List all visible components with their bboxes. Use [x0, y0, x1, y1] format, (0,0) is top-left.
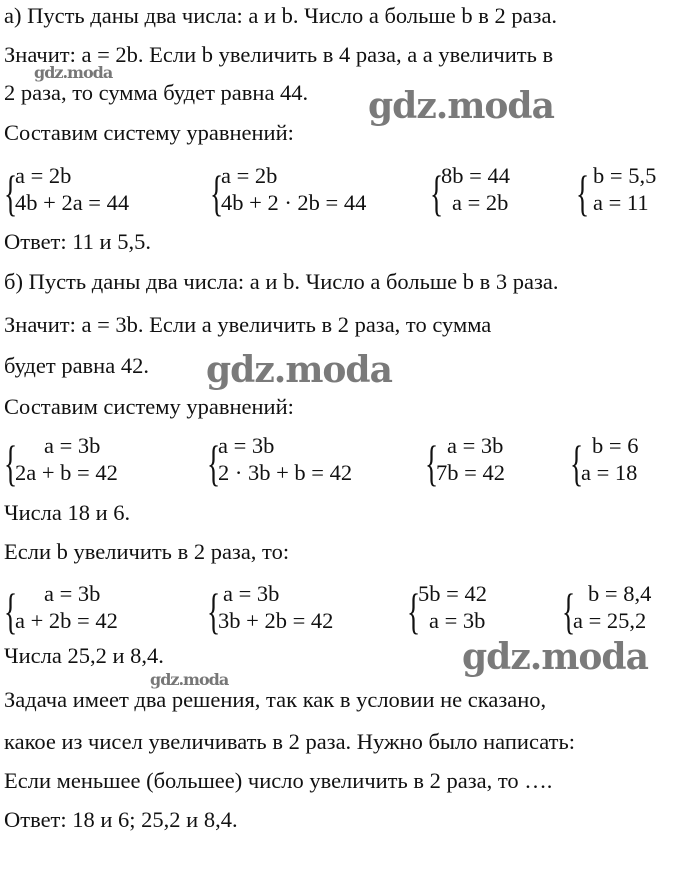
brace-icon: {: [562, 583, 576, 639]
part-b-result-1: Числа 18 и 6.: [4, 500, 131, 525]
equation: a = 3b: [218, 433, 275, 458]
equation: a = 25,2: [573, 608, 647, 633]
brace-icon: {: [210, 165, 224, 221]
part-a-line-3: 2 раза, то сумма будет равна 44.: [4, 80, 309, 105]
watermark-large: gdz.moda: [462, 636, 648, 678]
part-b-line-4: Составим систему уравнений:: [4, 394, 294, 419]
part-b-result-2: Числа 25,2 и 8,4.: [4, 643, 164, 668]
brace-icon: {: [207, 435, 221, 491]
part-a-answer: Ответ: 11 и 5,5.: [4, 229, 151, 254]
equation: a = 2b: [221, 163, 278, 188]
equation: b = 5,5: [593, 163, 657, 188]
watermark-large: gdz.moda: [206, 349, 392, 391]
equation: a = 2b: [452, 190, 509, 215]
equation: 4b + 2 · 2b = 44: [221, 190, 367, 215]
watermark-small: gdz.moda: [150, 670, 229, 689]
equation: 5b = 42: [418, 581, 487, 606]
equation: a = 3b: [429, 608, 486, 633]
part-b-if-line: Если b увеличить в 2 раза, то:: [4, 539, 290, 564]
part-b-line-3: будет равна 42.: [4, 353, 149, 378]
equation: a = 3b: [44, 433, 101, 458]
equation: 2 · 3b + b = 42: [218, 460, 353, 485]
brace-icon: {: [207, 583, 221, 639]
watermark-small: gdz.moda: [34, 63, 113, 82]
equation: a = 11: [593, 190, 649, 215]
brace-icon: {: [4, 435, 18, 491]
equation: 3b + 2b = 42: [218, 608, 334, 633]
part-b-note-2: какое из чисел увеличивать в 2 раза. Нужно было написать:: [4, 729, 575, 754]
part-a-line-1: а) Пусть даны два числа: a и b. Число a больше b в 2 раза.: [4, 3, 558, 28]
brace-icon: {: [425, 435, 439, 491]
brace-icon: {: [4, 165, 18, 221]
equation: b = 6: [592, 433, 639, 458]
brace-icon: {: [4, 583, 18, 639]
brace-icon: {: [407, 583, 421, 639]
equation: 8b = 44: [441, 163, 510, 188]
equation: a = 2b: [15, 163, 72, 188]
equation: 7b = 42: [436, 460, 505, 485]
watermark-large: gdz.moda: [368, 85, 554, 127]
equation: a + 2b = 42: [15, 608, 118, 633]
part-b-answer: Ответ: 18 и 6; 25,2 и 8,4.: [4, 807, 238, 832]
equation: a = 3b: [447, 433, 504, 458]
part-a-line-4: Составим систему уравнений:: [4, 120, 294, 145]
part-a-line-2: Значит: a = 2b. Если b увеличить в 4 раза, а a увеличить в: [4, 42, 554, 67]
part-b-line-2: Значит: a = 3b. Если a увеличить в 2 раза, то сумма: [4, 312, 492, 337]
equation: a = 18: [581, 460, 638, 485]
equation: b = 8,4: [588, 581, 652, 606]
part-b-note-3: Если меньшее (большее) число увеличить в 2 раза, то ….: [4, 768, 553, 793]
equation: a = 3b: [223, 581, 280, 606]
brace-icon: {: [430, 165, 444, 221]
brace-icon: {: [570, 435, 584, 491]
equation: 2a + b = 42: [15, 460, 118, 485]
part-b-line-1: б) Пусть даны два числа: a и b. Число a больше b в 3 раза.: [4, 269, 559, 294]
equation: a = 3b: [44, 581, 101, 606]
equation: 4b + 2a = 44: [15, 190, 130, 215]
part-b-note-1: Задача имеет два решения, так как в условии не сказано,: [4, 687, 547, 712]
brace-icon: {: [576, 165, 590, 221]
